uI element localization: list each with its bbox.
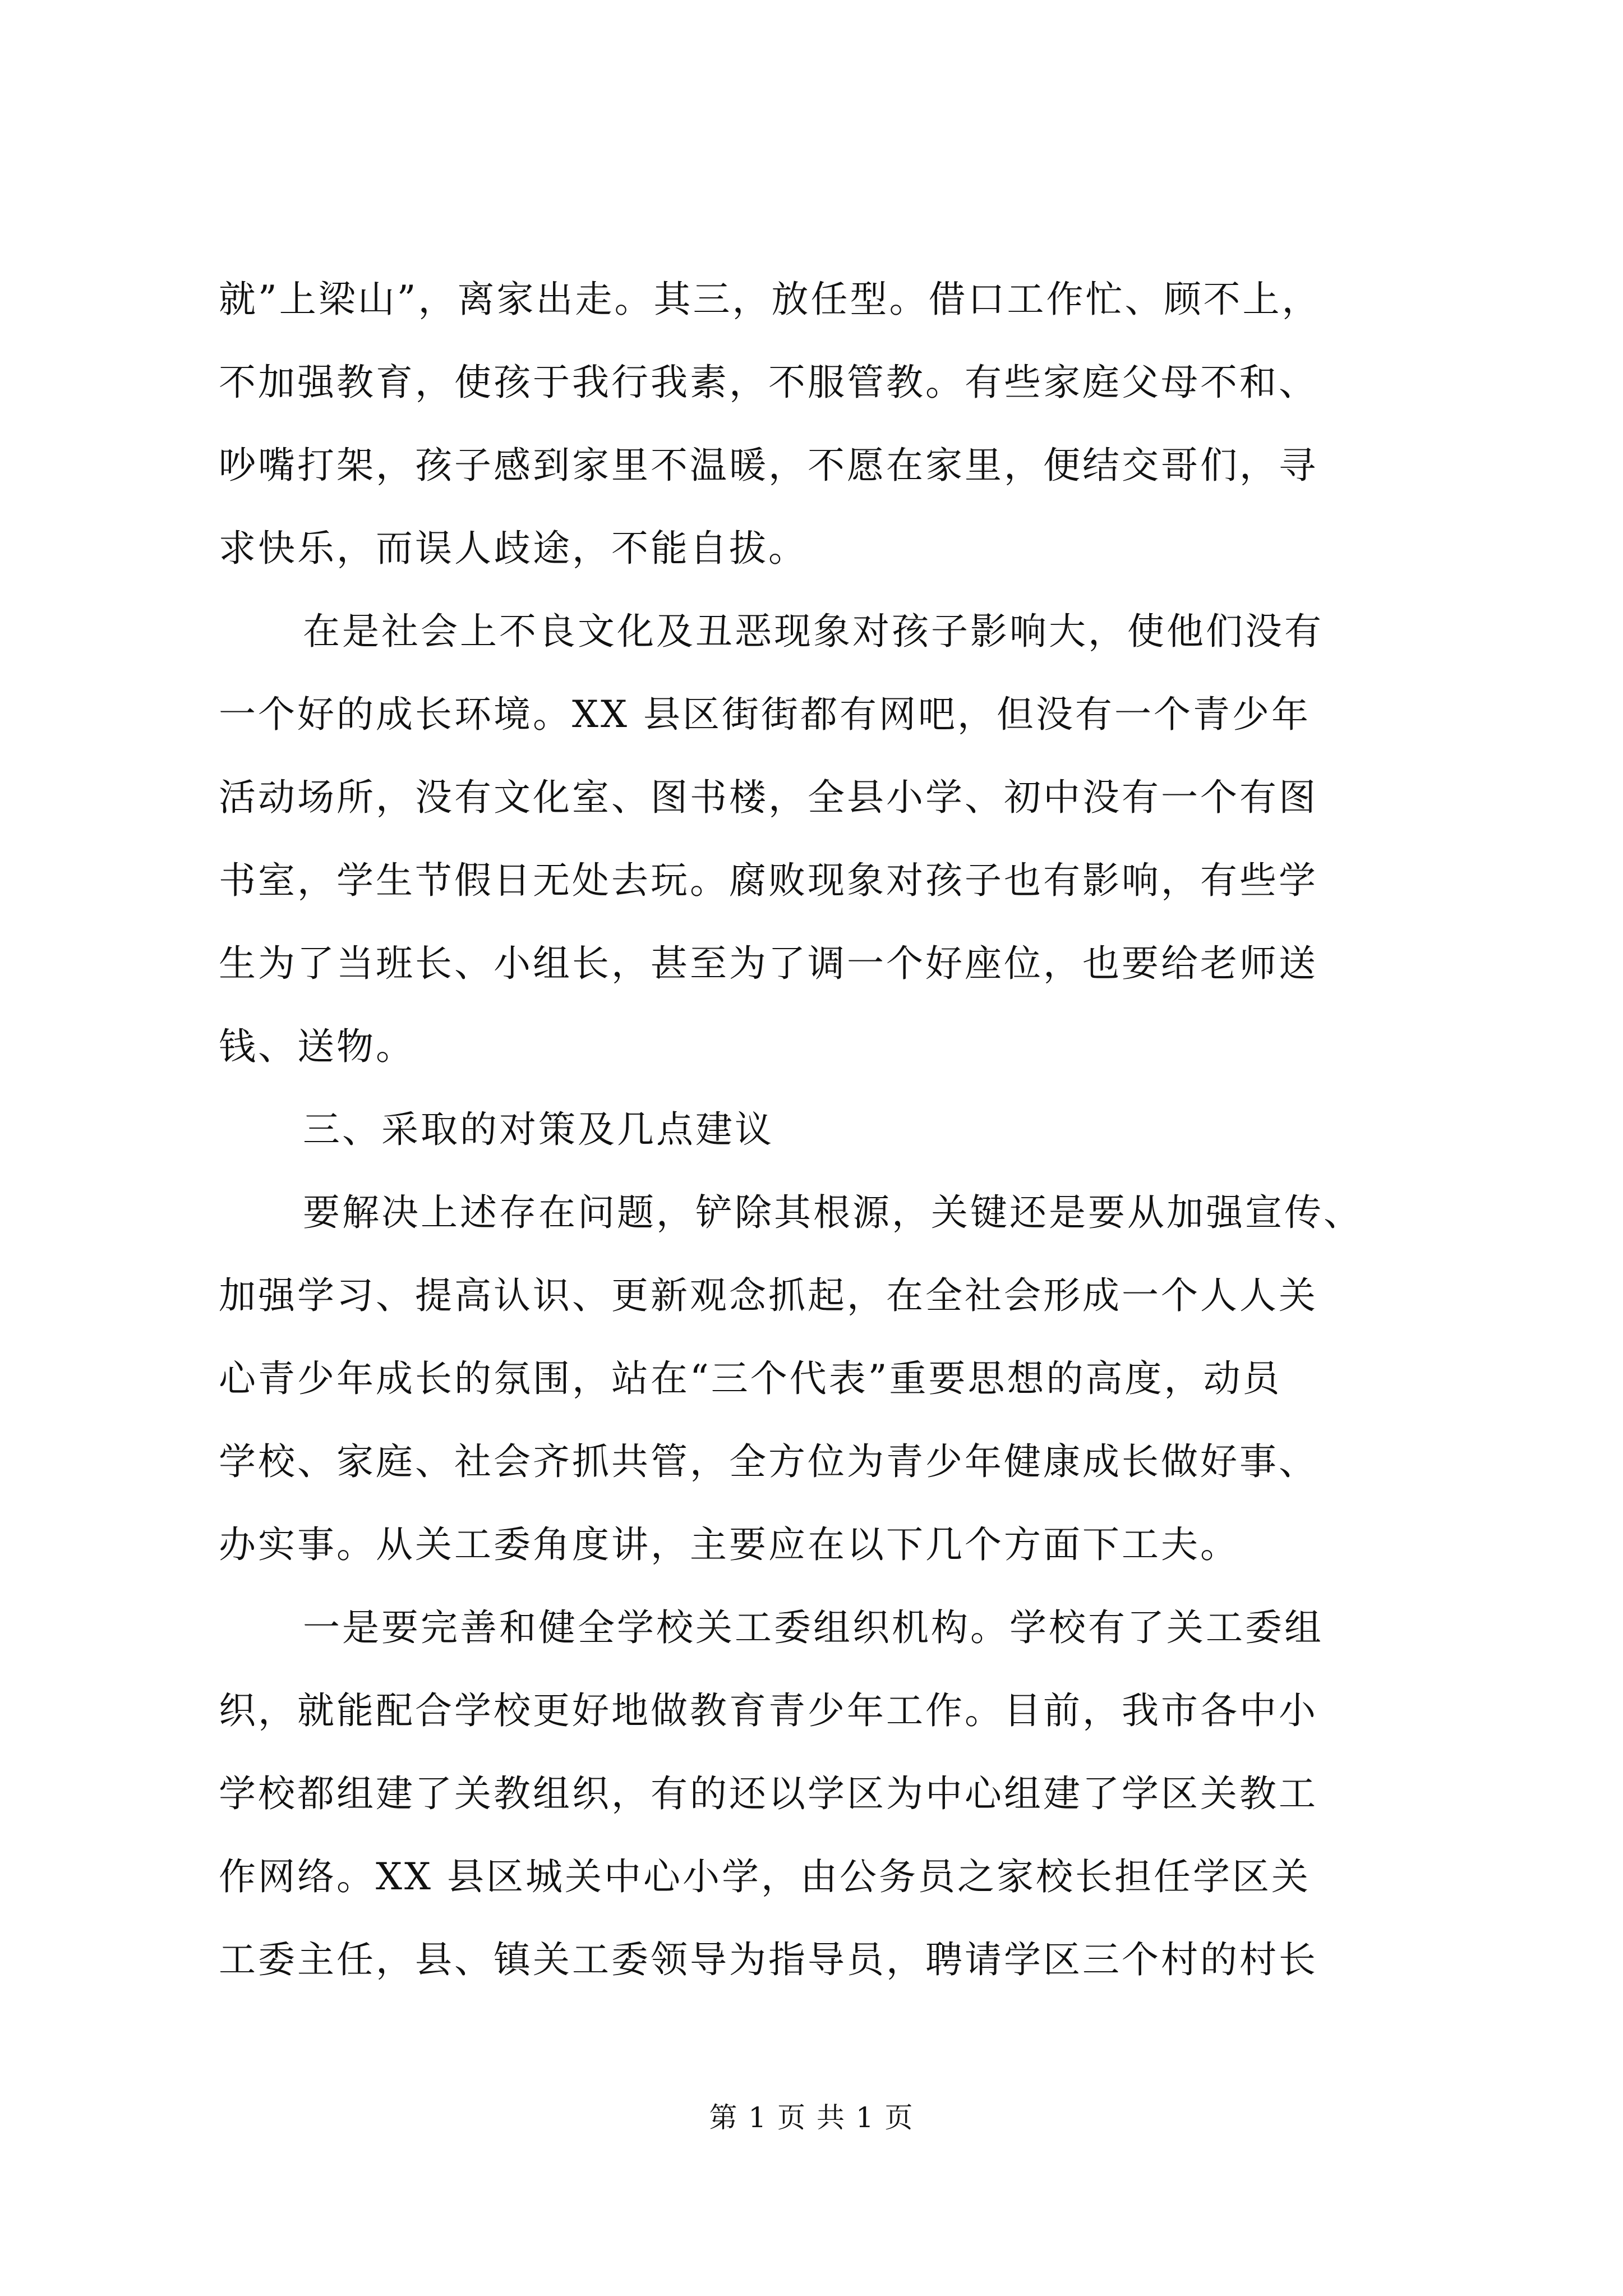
text-line: 学校都组建了关教组织，有的还以学区为中心组建了学区关教工: [219, 1772, 1318, 1815]
text-line: 书室，学生节假日无处去玩。腐败现象对孩子也有影响，有些学: [219, 859, 1318, 902]
text-line: 要解决上述存在问题，铲除其根源，关键还是要从加强宣传、: [303, 1191, 1363, 1234]
text-line: 工委主任，县、镇关工委领导为指导员，聘请学区三个村的村长: [219, 1938, 1318, 1981]
text-line: 心青少年成长的氛围，站在“三个代表”重要思想的高度，动员: [219, 1357, 1282, 1400]
text-line: 一个好的成长环境。XX 县区街街都有网吧，但没有一个青少年: [219, 693, 1311, 736]
text-line: 生为了当班长、小组长，甚至为了调一个好座位，也要给老师送: [219, 942, 1318, 985]
text-line: 学校、家庭、社会齐抓共管，全方位为青少年健康成长做好事、: [219, 1440, 1318, 1483]
text-line: 作网络。XX 县区城关中心小学，由公务员之家校长担任学区关: [219, 1855, 1311, 1898]
text-line: 不加强教育，使孩于我行我素，不服管教。有些家庭父母不和、: [219, 361, 1318, 404]
text-line: 三、采取的对策及几点建议: [303, 1108, 774, 1151]
document-body: [219, 258, 1413, 2001]
text-line: 求快乐，而误人歧途，不能自拔。: [219, 527, 808, 570]
text-line: 在是社会上不良文化及丑恶现象对孩子影响大，使他们没有: [303, 610, 1324, 653]
text-line: 活动场所，没有文化室、图书楼，全县小学、初中没有一个有图: [219, 776, 1318, 819]
text-line: 钱、送物。: [219, 1025, 415, 1068]
text-line: 办实事。从关工委角度讲，主要应在以下几个方面下工夫。: [219, 1523, 1239, 1566]
text-line: 吵嘴打架，孩子感到家里不温暖，不愿在家里，便结交哥们，寻: [219, 444, 1318, 487]
text-line: 就”上梁山”，离家出走。其三，放任型。借口工作忙、顾不上，: [219, 278, 1321, 321]
text-line: 织，就能配合学校更好地做教育青少年工作。目前，我市各中小: [219, 1689, 1318, 1732]
text-line: 加强学习、提高认识、更新观念抓起，在全社会形成一个人人关: [219, 1274, 1318, 1317]
page-footer: 第 1 页 共 1 页: [709, 2101, 914, 2134]
text-line: 一是要完善和健全学校关工委组织机构。学校有了关工委组: [303, 1606, 1324, 1649]
